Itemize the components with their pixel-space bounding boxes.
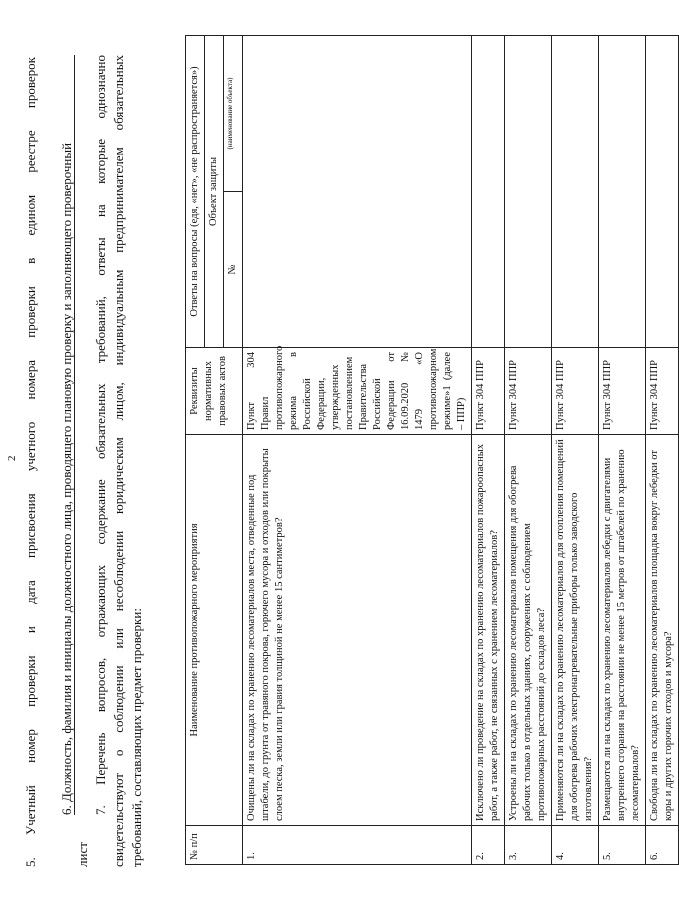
row-num: 1.	[243, 826, 472, 865]
paragraph-7-line-2: свидетельствуют о соблюдении или несоблюдении юридическим лицом, индивидуальным предпринимателем обязательных	[111, 55, 126, 867]
row-text: Устроены ли на складах по хранению лесоматериалов помещения для обогрева рабочих только в отдельных зданиях, сооружениях с соблюдением противопожарных расстояний до складов леса?	[505, 435, 552, 826]
header-requisites: Реквизиты нормативных правовых актов	[186, 348, 243, 435]
header-no: №	[224, 192, 243, 348]
row-requisites: Пункт 304 ППР	[505, 348, 552, 435]
table-row	[243, 36, 472, 865]
header-object: Объект защиты	[205, 36, 224, 348]
page-number: 2	[6, 455, 18, 461]
table-row	[472, 36, 505, 865]
row-requisites: Пункт 304 ППР	[472, 348, 505, 435]
row-text: Свободна ли на складах по хранению лесоматериалов площадка вокруг лебедки от коры и других горючих отходов и мусора?	[646, 435, 679, 826]
table-row	[646, 36, 679, 865]
answer-cell[interactable]	[599, 36, 646, 348]
paragraph-6-continuation: лист	[75, 842, 90, 867]
table-header-row	[186, 36, 205, 865]
row-requisites: Пункт 304 Правил противопожарного режима в Российской Федерации, утвержденных постановлением Правительства Российской Федерации от 16.09.2020 № 1479 «О противопожарном режиме»1 (далее – ППР)	[243, 348, 472, 435]
paragraph-7-line-3: требований, составляющих предмет проверки:	[129, 608, 144, 867]
table-row	[599, 36, 646, 865]
paragraph-6: 6. Должность, фамилия и инициалы должностного лица, проводящего плановую проверку и заполняющего проверочный	[59, 142, 74, 815]
row-num: 2.	[472, 826, 505, 865]
row-requisites: Пункт 304 ППР	[646, 348, 679, 435]
row-num: 4.	[552, 826, 599, 865]
row-text: Размещаются ли на складах по хранению лесоматериалов лебедки с двигателями внутреннего сгорания на расстоянии не менее 15 метров от штабелей по хранению лесоматериалов?	[599, 435, 646, 826]
fill-in-line	[74, 55, 75, 815]
paragraph-7-line-1: 7. Перечень вопросов, отражающих содержание обязательных требований, ответы на которые однозначно	[93, 55, 108, 815]
header-num: № п/п	[186, 826, 243, 865]
table-row	[552, 36, 599, 865]
header-object-name: (наименование объекта)	[224, 36, 243, 192]
row-num: 6.	[646, 826, 679, 865]
answer-cell[interactable]	[243, 36, 472, 348]
checklist-table	[185, 35, 679, 865]
row-num: 3.	[505, 826, 552, 865]
header-answers: Ответы на вопросы (едя, «нет», «не распространяется»)	[186, 36, 205, 348]
paragraph-5: 5. Учетный номер проверки и дата присвоения учетного номера проверки в едином реестре проверок	[23, 57, 38, 867]
row-requisites: Пункт 304 ППР	[552, 348, 599, 435]
answer-cell[interactable]	[552, 36, 599, 348]
table-row	[505, 36, 552, 865]
row-num: 5.	[599, 826, 646, 865]
answer-cell[interactable]	[646, 36, 679, 348]
row-text: Применяются ли на складах по хранению лесоматериалов для отопления помещений для обогрева рабочих электронагревательные приборы только заводского изготовления?	[552, 435, 599, 826]
header-name: Наименование противопожарного мероприятия	[186, 435, 243, 826]
answer-cell[interactable]	[505, 36, 552, 348]
row-text: Исключено ли проведение на складах по хранению лесоматериалов пожароопасных работ, а также работ, не связанных с хранением лесоматериалов?	[472, 435, 505, 826]
row-requisites: Пункт 304 ППР	[599, 348, 646, 435]
row-text: Очищены ли на складах по хранению лесоматериалов места, отведенные под штабели, до грунта от травяного покрова, горючего мусора и отходов или покрыты слоем песка, земли или гравия толщиной не менее 15 сантиметров?	[243, 435, 472, 826]
answer-cell[interactable]	[472, 36, 505, 348]
